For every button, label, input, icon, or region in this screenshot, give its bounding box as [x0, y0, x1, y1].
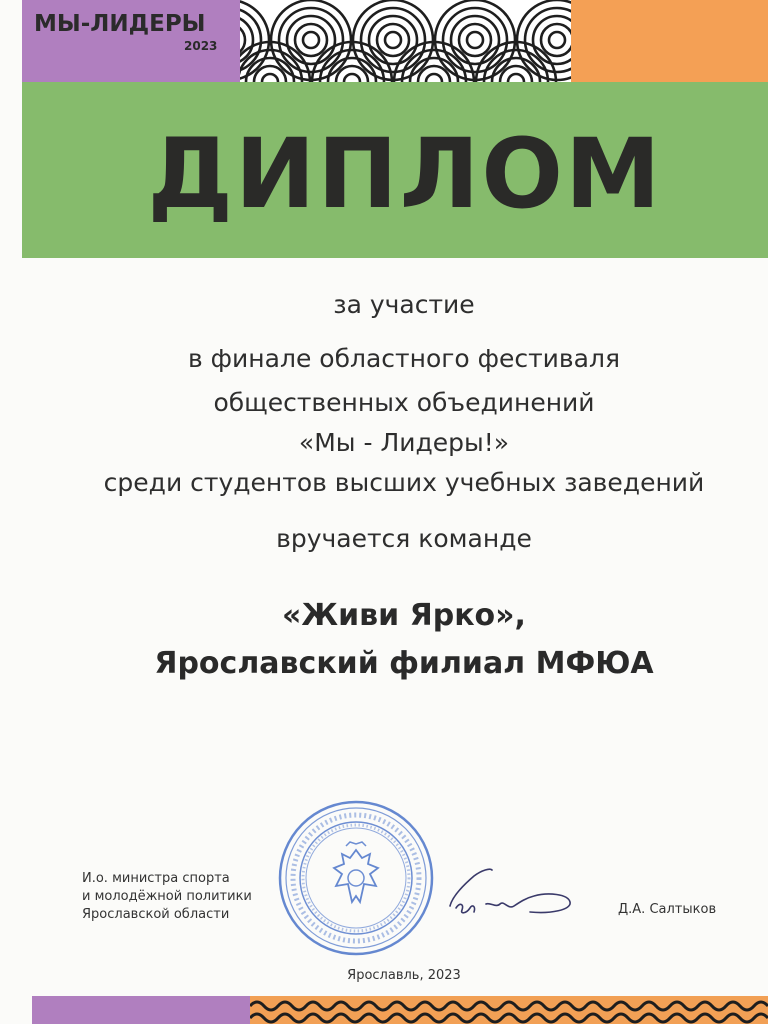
diploma-title: ДИПЛОМ	[147, 118, 663, 230]
place-and-year: Ярославль, 2023	[347, 968, 461, 983]
team-name: «Живи Ярко»,	[282, 598, 526, 633]
text-line-participation: за участие	[333, 290, 475, 319]
signer-title	[82, 870, 252, 924]
wave-pattern-graphic	[240, 0, 571, 82]
header-wave-pattern	[240, 0, 571, 82]
handwritten-signature	[430, 858, 590, 928]
signer-title-line: и молодёжной политики	[82, 889, 252, 904]
header-orange-block	[571, 0, 768, 82]
signer-title-line: И.о. министра спорта	[82, 871, 230, 886]
footer-scallop-pattern	[250, 996, 768, 1024]
logo-text: МЫ-ЛИДЕРЫ	[34, 11, 206, 37]
festival-logo	[34, 11, 218, 53]
text-line-students: среди студентов высших учебных заведений	[103, 468, 705, 497]
text-line-festival-name: «Мы - Лидеры!»	[298, 428, 510, 457]
footer-purple-block	[32, 996, 250, 1024]
text-line-associations: общественных объединений	[213, 388, 595, 417]
text-line-final: в финале областного фестиваля	[188, 344, 620, 373]
text-line-awarded: вручается команде	[276, 524, 532, 553]
scallop-pattern-graphic	[250, 996, 768, 1024]
logo-year: 2023	[184, 39, 218, 53]
signer-name: Д.А. Салтыков	[618, 902, 717, 917]
team-branch: Ярославский филиал МФЮА	[154, 646, 654, 681]
official-seal-stamp	[276, 798, 436, 958]
signer-title-line: Ярославской области	[82, 907, 230, 922]
